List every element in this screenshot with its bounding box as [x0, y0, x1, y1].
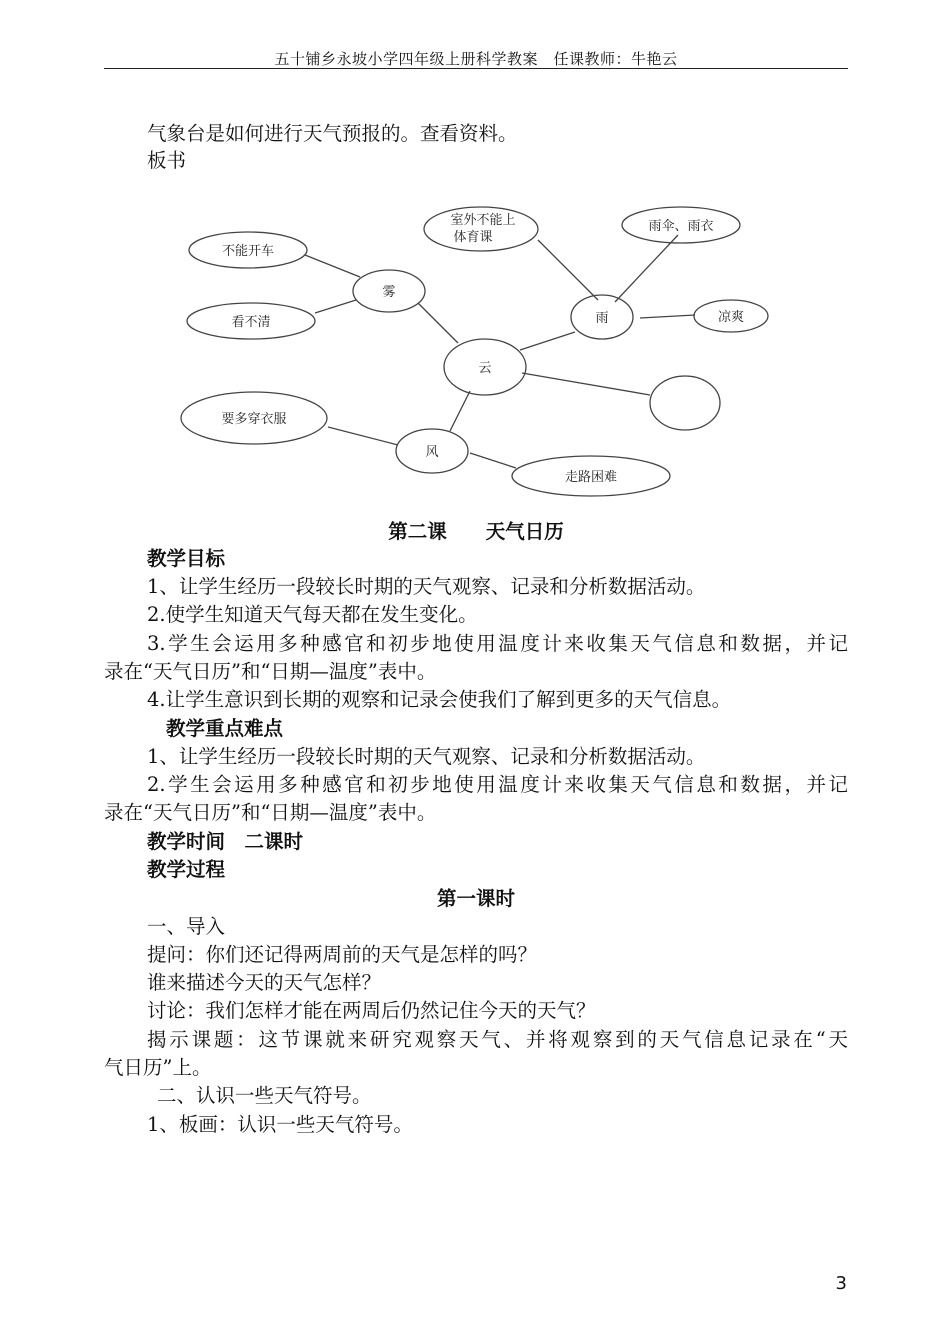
label-wind: 风 [425, 445, 439, 460]
label-rain-a-2: 体育课 [453, 230, 493, 245]
section-1-discuss: 讨论：我们怎样才能在两周后仍然记住今天的天气？ [147, 999, 596, 1022]
edge-fog-b [315, 300, 356, 313]
goal-1: 1、让学生经历一段较长时期的天气观察、记录和分析数据活动。 [147, 575, 706, 598]
label-cloud: 云 [478, 361, 492, 376]
section-2-heading: 二、认识一些天气符号。 [157, 1084, 372, 1107]
label-wind-a: 要多穿衣服 [221, 412, 287, 427]
edge-rain-c [640, 315, 695, 318]
goals-heading: 教学目标 [147, 547, 226, 570]
page-number: 3 [835, 1273, 847, 1294]
section-1-question: 提问：你们还记得两周前的天气是怎样的吗？ [147, 943, 538, 966]
header-rule [104, 68, 848, 69]
label-rain-c: 凉爽 [717, 310, 745, 325]
edge-fog-center [418, 303, 458, 343]
edge-center-wind [450, 391, 470, 431]
goal-3-line-1: 3.学生会运用多种感官和初步地使用温度计来收集天气信息和数据，并记 [147, 632, 848, 655]
intro-line-2: 板书 [147, 149, 187, 172]
label-fog: 雾 [382, 285, 396, 300]
teaching-time: 教学时间 二课时 [147, 830, 304, 853]
key-point-2-line-1: 2.学生会运用多种感官和初步地使用温度计来收集天气信息和数据，并记 [147, 773, 848, 796]
edge-rain-a [538, 240, 598, 300]
edge-wind-a [328, 427, 398, 445]
section-1-topic-line-1: 揭示课题：这节课就来研究观察天气、并将观察到的天气信息记录在“天 [147, 1028, 848, 1051]
edge-center-rain [520, 332, 575, 350]
edge-rain-b [615, 235, 678, 302]
label-fog-b: 看不清 [231, 315, 271, 330]
label-rain-a-1: 室外不能上 [450, 213, 516, 228]
edge-center-empty [522, 373, 650, 395]
section-1-describe: 谁来描述今天的天气怎样？ [147, 971, 382, 994]
key-points-heading: 教学重点难点 [166, 717, 284, 740]
process-heading: 教学过程 [147, 858, 226, 881]
key-point-1: 1、让学生经历一段较长时期的天气观察、记录和分析数据活动。 [147, 745, 706, 768]
edge-wind-b [470, 453, 516, 468]
lesson-title: 第二课 天气日历 [388, 520, 564, 543]
section-2-item-1: 1、板画：认识一些天气符号。 [147, 1113, 413, 1136]
label-fog-a: 不能开车 [221, 244, 275, 259]
blackboard-mind-map [180, 195, 800, 505]
page-header: 五十铺乡永坡小学四年级上册科学教案 任课教师：牛艳云 [274, 50, 678, 68]
edge-fog-a [305, 255, 360, 277]
section-1-heading: 一、导入 [147, 915, 226, 938]
goal-4: 4.让学生意识到长期的观察和记录会使我们了解到更多的天气信息。 [147, 688, 732, 711]
label-rain-b: 雨伞、雨衣 [648, 219, 714, 234]
label-wind-b: 走路困难 [564, 470, 618, 485]
mind-map-svg [180, 195, 800, 505]
section-1-topic-line-2: 气日历”上。 [104, 1056, 212, 1079]
period-1-title: 第一课时 [436, 887, 515, 910]
intro-line-1: 气象台是如何进行天气预报的。查看资料。 [147, 122, 518, 145]
node-empty [650, 376, 720, 430]
goal-2: 2.使学生知道天气每天都在发生变化。 [147, 603, 478, 626]
label-rain: 雨 [595, 311, 609, 326]
goal-3-line-2: 录在“天气日历”和“日期—温度”表中。 [104, 660, 437, 683]
key-point-2-line-2: 录在“天气日历”和“日期—温度”表中。 [104, 801, 437, 824]
